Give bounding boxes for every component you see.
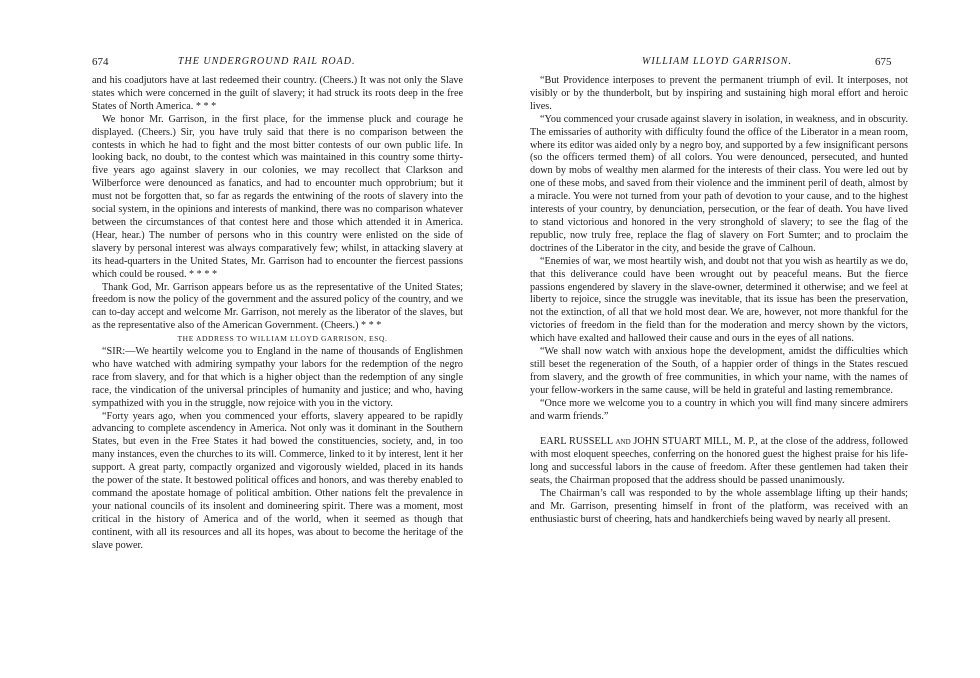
paragraph: “You commenced your crusade against slavery in isolation, in weakness, and in obscurity. The emissaries of authority with difficulty found the office of the Liberator in a mean room, where its editor was aided only by a negro boy, and supported by a few insignificant persons (so the officers termed them) of all colors. You were denounced, persecuted, and hunted down by mobs of wealthy men alarmed for the interests of their class. You were led out by one of these mobs, and saved from their violence and the imminent peril of death, almost by a miracle. You were not turned from your path of devotion to your cause, and to the highest interests of your country, by denunciation, persecution, or the fear of death. You have lived to stand victorious and honored in the very stronghold of slavery; to see the flag of the republic, now truly free, replace the flag of slavery on Fort Sumter; and to proclaim the doctrines of the Liberator in the city, and beside the grave of Calhoun.: [530, 113, 908, 254]
closing-names: EARL RUSSELL and JOHN STUART MILL, M. P.,: [540, 436, 758, 448]
right-running-title: WILLIAM LLOYD GARRISON.: [642, 56, 792, 67]
paragraph: “Enemies of war, we most heartily wish, and doubt not that you wish as heartily as we do, that this deliverance could have been wrought out by peaceful means. But the fierce passions engendered by slavery in the slave-owner, determined it otherwise; and we feel at liberty to rejoice, since the struggle was inevitable, that its issue has been the preservation, not the extinction, of all that we hold most dear. We are, however, not more thankful for the victories of freedom in the field than for the moderation and mercy shown by the victors, which have exalted and hallowed their cause and ours in the eyes of all nations.: [530, 255, 908, 345]
right-page-body: [530, 75, 908, 527]
paragraph: “Once more we welcome you to a country in which you will find many sincere admirers and warm friends.”: [530, 397, 908, 422]
left-running-title: THE UNDERGROUND RAIL ROAD.: [178, 56, 356, 67]
paragraph: and his coadjutors have at last redeemed their country. (Cheers.) It was not only the Slave states which were concerned in the guilt of slavery; it had struck its roots deep in the free States of North America. * * *: [92, 75, 463, 112]
paragraph: We honor Mr. Garrison, in the first place, for the immense pluck and courage he displayed. (Cheers.) Sir, you have truly said that there is no comparison between the contests in which he had to fight and the most bitter contests of our own public life. In looking back, no doubt, to the contest which was maintained in this country some thirty-five years ago against slavery in our colonies, we may recollect that Clarkson and Wilberforce were denounced as fanatics, and had to encounter much opprobrium; but it must not be forgotten that, so far as regards the entwining of the roots of slavery into the social system, in the opinions and interests of mankind, there was no comparison whatever between the circumstances of that contest here and those which attended it in America. (Hear, hear.) The number of persons who in this country were enlisted on the side of slavery by personal interest was always comparatively few; whilst, in attacking slavery at its head-quarters in the United States, Mr. Garrison had to encounter the fiercest passions which could be roused. * * * *: [92, 113, 463, 280]
paragraph: “But Providence interposes to prevent the permanent triumph of evil. It interposes, not visibly or by the thunderbolt, but by inspiring and sustaining high moral effort and heroic lives.: [530, 75, 908, 112]
left-page-number: 674: [92, 56, 109, 68]
paragraph: “Forty years ago, when you commenced your efforts, slavery appeared to be rapidly advancing to complete ascendency in America. Not only was it dominant in the Southern States, but even in the Free States it had bowed the constituencies, society, and, in too many instances, even the churches to its will. Commerce, linked to it by interest, lent it her support. A great party, compactly organized and vigorously wielded, placed in its hands the power of the state. It bestowed political offices and honors, and was thereby enabled to command the apostate homage of political ambition. Other nations felt the prevalence in your national councils of its insolent and domineering spirit. There was a moment, most critical in the history of America and of the world, when it seemed as though that continent, with all its resources and all its hopes, was about to become the heritage of the slave power.: [92, 410, 463, 551]
closing-paragraph: [530, 436, 908, 488]
paragraph: “We shall now watch with anxious hope the development, amidst the difficulties which still beset the regeneration of the South, of a happier order of things in the States rescued from slavery, and the growth of free communities, in which your name, with the names of your fellow-workers in the same cause, will be held in grateful and lasting remembrance.: [530, 346, 908, 396]
paragraph: “SIR:—We heartily welcome you to England in the name of thousands of Englishmen who have watched with admiring sympathy your labors for the redemption of the negro race from slavery, and for that which is a higher object than the redemption of any single race, the vindication of the universal principles of humanity and justice; and who, having sympathized with you in the struggle, now rejoice with you in the victory.: [92, 346, 463, 409]
left-page-body: [92, 75, 463, 553]
address-caption: THE ADDRESS TO WILLIAM LLOYD GARRISON, ESQ.: [177, 334, 388, 344]
paragraph: Thank God, Mr. Garrison appears before us as the representative of the United States; freedom is now the policy of the government and the assured policy of the country, and we can to-day accept and welcome Mr. Garrison, not merely as the liberator of the slaves, but as the representative also of the American Government. (Cheers.) * * *: [92, 281, 463, 332]
right-page-header: [490, 56, 980, 72]
closing-text: at the close of the address, followed with most eloquent speeches, conferring on the honored guest the highest praise for his life-long and successful labors in the cause of freedom. After these gentlemen had taken their seats, the Chairman proposed that the address should be passed unanimously.: [530, 436, 909, 487]
left-page-header: [0, 56, 490, 72]
paragraph: The Chairman’s call was responded to by the whole assemblage lifting up their hands; and Mr. Garrison, presenting himself in front of the platform, was received with an enthusiastic burst of cheering, hats and handkerchiefs being waved by nearly all present.: [530, 488, 908, 525]
right-page-number: 675: [875, 56, 892, 68]
right-page: [490, 0, 980, 678]
